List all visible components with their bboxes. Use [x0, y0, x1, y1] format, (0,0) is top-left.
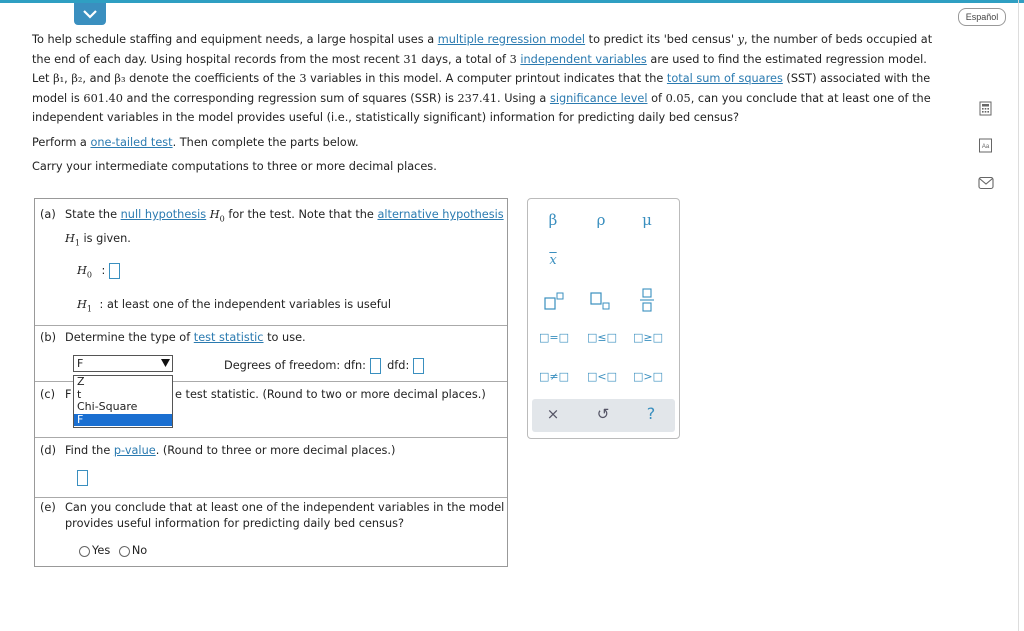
- h1-subscript: 1: [74, 238, 80, 248]
- superscript-icon: [541, 291, 567, 311]
- part-b: [35, 325, 507, 382]
- option-z[interactable]: Z: [77, 375, 85, 388]
- sst-value: 601.40: [83, 91, 123, 105]
- rho-key[interactable]: ρ: [596, 211, 606, 229]
- text: for the test. Note that the: [224, 208, 378, 221]
- num-vars-value-2: 3: [299, 72, 307, 85]
- text: to predict its 'bed census': [585, 33, 738, 46]
- equal-key[interactable]: □=□: [538, 331, 569, 344]
- test-statistic-dropdown: [73, 375, 173, 428]
- text: , and: [82, 72, 115, 85]
- dfn-label: Degrees of freedom: dfn:: [224, 359, 366, 372]
- significance-level-link[interactable]: significance level: [549, 91, 648, 105]
- dropdown-arrow-icon: [161, 359, 170, 367]
- greater-than-key[interactable]: □>□: [632, 370, 663, 383]
- part-e-label: (e): [40, 501, 56, 514]
- h0-symbol: H: [209, 208, 220, 221]
- text: To help schedule staffing and equipment needs, a large hospital uses a: [32, 33, 438, 46]
- option-f[interactable]: F: [74, 414, 172, 427]
- part-c-prompt-start: F: [65, 388, 72, 401]
- text: Determine the type of: [65, 331, 194, 344]
- superscript-key[interactable]: [540, 291, 568, 311]
- h0-label: H: [77, 264, 87, 277]
- part-d-prompt: [65, 444, 395, 457]
- answer-parts-panel: [34, 198, 508, 567]
- not-equal-key[interactable]: □≠□: [538, 370, 569, 383]
- one-tailed-test-link[interactable]: one-tailed test: [90, 135, 173, 149]
- p-value-link[interactable]: p-value: [113, 444, 156, 457]
- side-divider: [1018, 0, 1019, 631]
- h1-symbol: H: [65, 232, 75, 245]
- independent-variables-link[interactable]: independent variables: [520, 52, 647, 66]
- h0-colon: :: [101, 264, 106, 277]
- text: ,: [64, 72, 72, 85]
- svg-text:Aa: Aa: [981, 144, 990, 150]
- text: to use.: [263, 331, 306, 344]
- h0-subscript: 0: [219, 214, 225, 224]
- help-icon[interactable]: ?: [646, 404, 656, 423]
- yes-radio[interactable]: [79, 546, 90, 557]
- text: Find the: [65, 444, 114, 457]
- no-radio[interactable]: [119, 546, 130, 557]
- p-value-row: [77, 470, 88, 486]
- text: . Using a: [497, 91, 550, 105]
- option-chi-square[interactable]: Chi-Square: [77, 400, 138, 413]
- part-e-prompt-2: provides useful information for predicting daily bed census?: [65, 517, 404, 530]
- degrees-of-freedom-row: [224, 358, 424, 374]
- text: is given.: [79, 232, 131, 245]
- text: and the corresponding regression sum of squares (SSR) is: [122, 91, 458, 105]
- less-than-key[interactable]: □<□: [586, 370, 617, 383]
- yes-label[interactable]: Yes: [92, 544, 111, 557]
- part-a: [35, 199, 507, 325]
- h0-row: [77, 263, 120, 279]
- top-accent-bar: [0, 0, 1024, 3]
- text: , can you conclude that at least one of the independent variables in the model provides useful (i.e., statistically significant) information for predicting daily bed census?: [32, 91, 931, 124]
- chevron-down-icon: [83, 10, 97, 19]
- part-c-prompt: e test statistic. (Round to two or more decimal places.): [175, 388, 486, 401]
- palette-action-bar: [532, 399, 675, 432]
- total-sum-of-squares-link[interactable]: total sum of squares: [666, 72, 783, 85]
- h1-row: [77, 298, 391, 313]
- part-d-label: (d): [40, 444, 56, 457]
- language-button[interactable]: Español: [958, 8, 1006, 26]
- part-a-label: (a): [40, 208, 56, 221]
- greater-equal-key[interactable]: □≥□: [632, 331, 663, 344]
- multiple-regression-link[interactable]: multiple regression model: [437, 33, 586, 46]
- undo-icon[interactable]: ↺: [596, 405, 610, 423]
- fraction-key[interactable]: [634, 287, 660, 313]
- less-equal-key[interactable]: □≤□: [586, 331, 617, 344]
- beta1: β₁: [53, 72, 65, 85]
- clear-icon[interactable]: ×: [546, 405, 560, 423]
- test-statistic-link[interactable]: test statistic: [193, 331, 264, 344]
- alternative-hypothesis-link[interactable]: alternative hypothesis: [377, 208, 504, 221]
- dfd-answer-box[interactable]: [413, 358, 424, 374]
- text: of: [647, 91, 666, 105]
- var-y: y: [737, 33, 745, 46]
- h0-answer-box[interactable]: [109, 263, 120, 279]
- text: State the: [65, 208, 121, 221]
- h1-label-sub: 1: [86, 304, 92, 314]
- text: . Then complete the parts below.: [172, 135, 359, 149]
- mail-icon[interactable]: [978, 176, 995, 191]
- ssr-value: 237.41: [457, 91, 498, 105]
- null-hypothesis-link[interactable]: null hypothesis: [120, 208, 207, 221]
- problem-paragraph-2: [32, 133, 937, 153]
- part-a-prompt: [65, 208, 504, 223]
- days-value: 31: [403, 52, 418, 66]
- xbar-key[interactable]: $\overline{x}$: [549, 253, 557, 268]
- alpha-value: 0.05: [665, 91, 691, 105]
- fraction-icon: [635, 287, 659, 313]
- text: Let: [32, 72, 54, 85]
- beta2: β₂: [71, 72, 83, 85]
- p-value-answer-box[interactable]: [77, 470, 88, 486]
- h0-label-sub: 0: [86, 270, 92, 280]
- h1-label: H: [77, 298, 87, 311]
- no-label[interactable]: No: [131, 544, 148, 557]
- text: variables in this model. A computer printout indicates that the: [306, 72, 667, 85]
- part-e-prompt-1: Can you conclude that at least one of the independent variables in the model: [65, 501, 505, 514]
- text: days, a total of: [417, 52, 510, 66]
- calculator-icon[interactable]: [978, 101, 995, 116]
- part-a-prompt-2: [65, 232, 131, 247]
- part-b-prompt: [65, 331, 306, 344]
- text: Perform a: [32, 135, 91, 149]
- part-d: [35, 437, 507, 498]
- problem-paragraph-1: [32, 30, 937, 128]
- collapse-button[interactable]: [74, 3, 106, 25]
- text: (SST) associated with the model is: [32, 72, 931, 105]
- selected-value: F: [77, 357, 84, 370]
- problem-paragraph-3: Carry your intermediate computations to three or more decimal places.: [32, 160, 437, 173]
- part-e: [35, 497, 507, 567]
- text: , the number of beds occupied at the end of each day. Using hospital records from the most recent: [32, 33, 933, 66]
- h1-statement: : at least one of the independent variables is useful: [99, 298, 391, 311]
- option-t[interactable]: t: [77, 387, 82, 401]
- mu-key[interactable]: μ: [642, 211, 652, 229]
- num-vars-value: 3: [509, 52, 517, 66]
- subscript-icon: [587, 291, 613, 311]
- part-c-label: (c): [40, 388, 56, 401]
- text: are used to find the estimated regression model.: [646, 52, 927, 66]
- text: . (Round to three or more decimal places.): [155, 444, 396, 457]
- subscript-key[interactable]: [586, 291, 614, 311]
- text-icon[interactable]: [978, 138, 995, 153]
- problem-statement: [32, 30, 937, 182]
- text: denote the coefficients of the: [125, 72, 300, 85]
- symbol-palette: [527, 198, 680, 439]
- part-b-label: (b): [40, 331, 56, 344]
- yes-no-options: [79, 544, 147, 557]
- test-statistic-select[interactable]: [73, 355, 173, 372]
- beta3: β₃: [114, 72, 126, 85]
- dfd-label: dfd:: [387, 359, 410, 372]
- dfn-answer-box[interactable]: [370, 358, 381, 374]
- beta-key[interactable]: β: [548, 211, 558, 229]
